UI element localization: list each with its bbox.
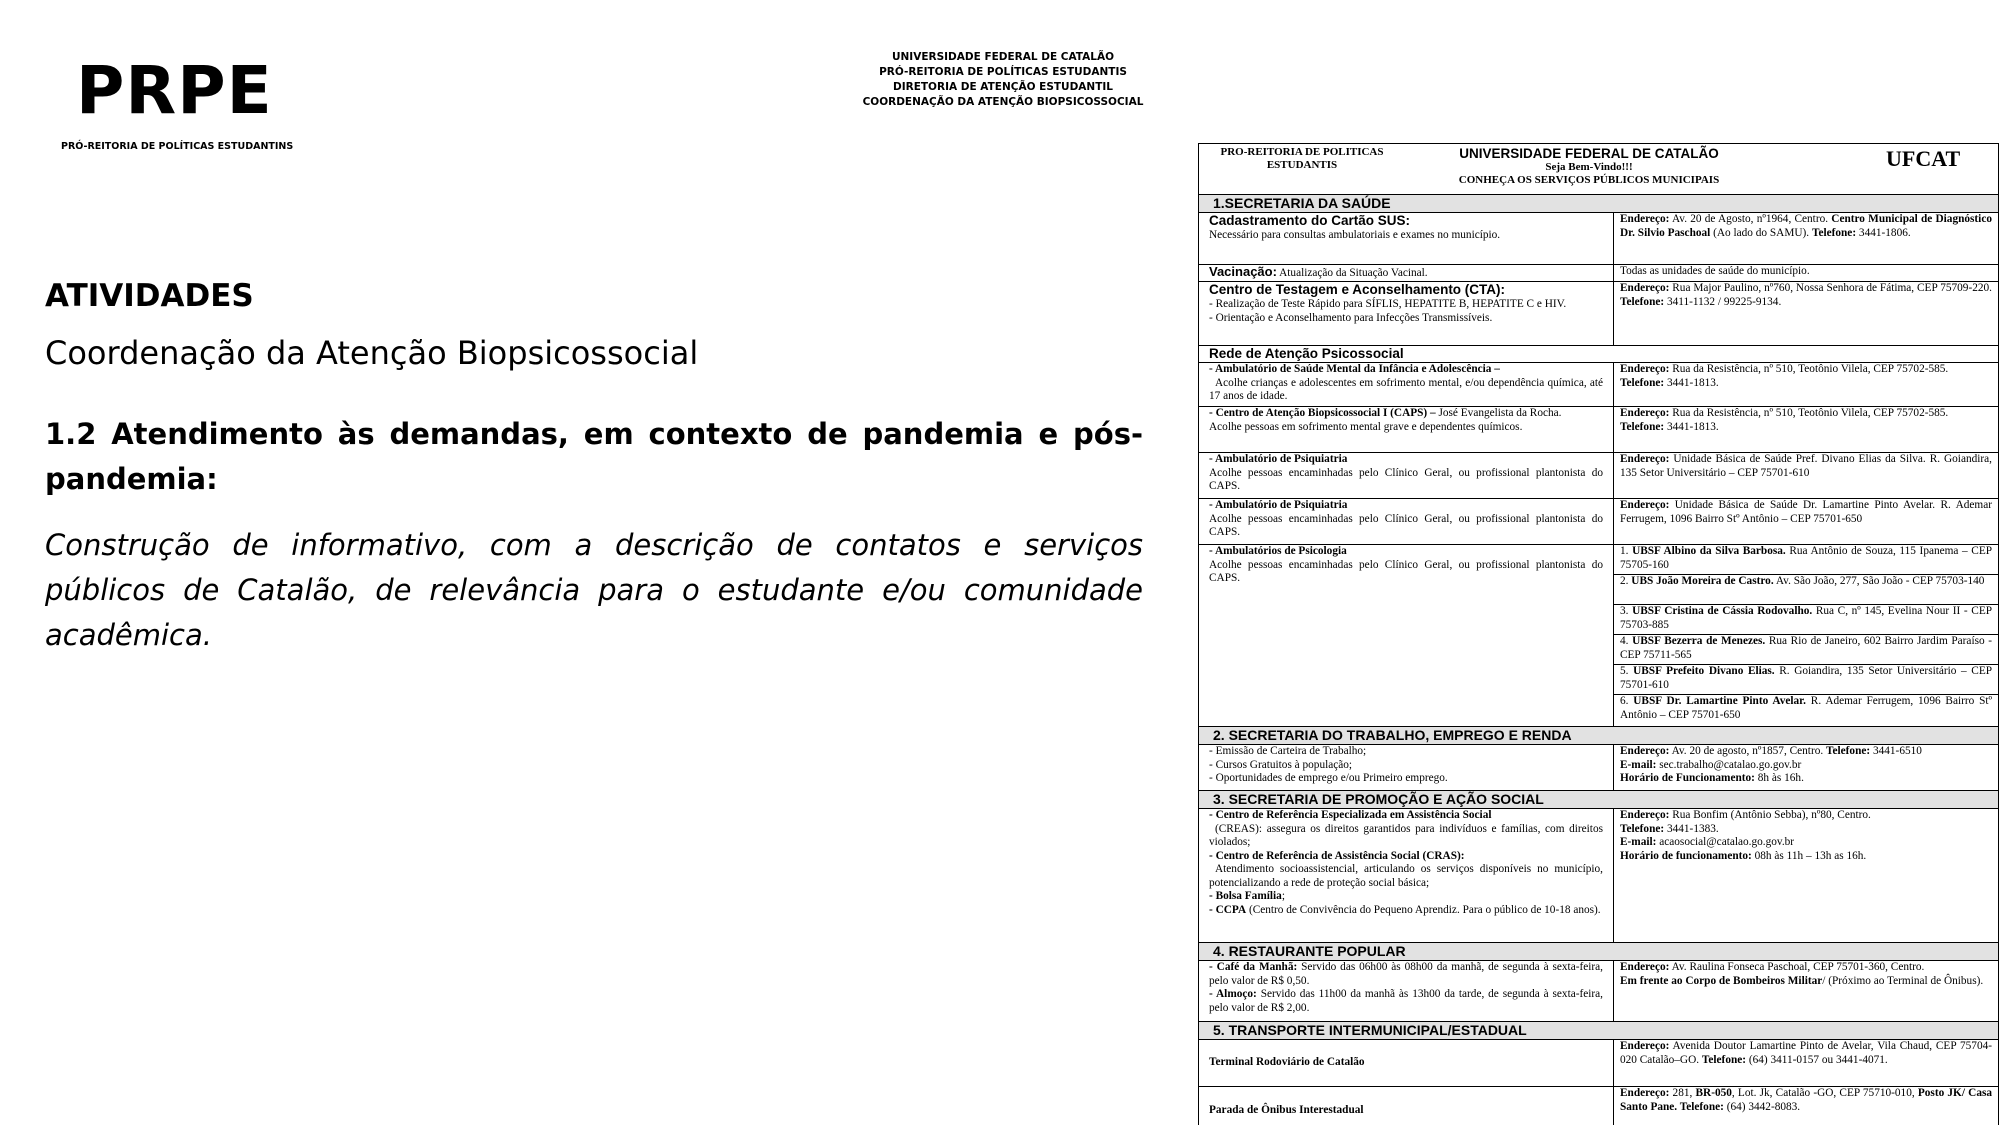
table-row [1199, 363, 1998, 407]
phone-label: Telefone: [1620, 420, 1665, 433]
service-desc: José Evangelista da Rocha. [1435, 407, 1562, 419]
address-text: Av. Raulina Fonseca Paschoal, CEP 75701-360, Centro. [1669, 961, 1925, 973]
address-text: Posto JK/ Casa Santo Pane. [1620, 1087, 1993, 1113]
prpe-logo: PRPE [76, 52, 273, 129]
service-title: - Ambulatório de Psiquiatria [1209, 453, 1348, 465]
service-desc: ; [1281, 890, 1285, 902]
email-label: E-mail: [1620, 836, 1657, 848]
sus-title: Cadastramento do Cartão SUS: [1209, 213, 1411, 228]
service-title: - Almoço: [1209, 988, 1257, 1000]
service-desc: Acolhe pessoas encaminhadas pelo Clínico Geral, ou profissional plantonista do CAPS. [1209, 558, 1603, 584]
service-desc: Servido das 06h00 às 08h00 da manhã, de segunda à sexta-feira, pelo valor de R$ 0,50. [1209, 961, 1603, 987]
service-desc: Servido das 11h00 da manhã às 13h00 da tarde, de segunda à sexta-feira, pelo valor de R$ 2,00. [1209, 988, 1603, 1014]
row-service-cell [1199, 363, 1614, 406]
service-item: - Cursos Gratuitos à população; [1209, 758, 1353, 771]
table-row [1199, 745, 1998, 791]
table-row [1199, 453, 1998, 499]
phone-label: Telefone: [1677, 1100, 1724, 1113]
row-address-cell [1614, 809, 1998, 942]
address-text: 281, [1669, 1087, 1696, 1099]
address-text: (Ao lado do SAMU). [1710, 226, 1812, 239]
ubs-address: R. Ademar Ferrugem, 1096 Bairro Stº Antônio – CEP 75701-650 [1620, 695, 1992, 721]
activities-subtitle: Coordenação da Atenção Biopsicossocial [45, 334, 699, 372]
row-service-cell [1199, 407, 1614, 452]
address-text: BR-050 [1695, 1087, 1732, 1099]
address-text: Av. 20 de Agosto, nº1964, Centro. [1669, 213, 1832, 225]
email-text: sec.trabalho@catalao.go.gov.br [1656, 758, 1802, 771]
header-line-university: UNIVERSIDADE FEDERAL DE CATALÃO [891, 51, 1115, 63]
address-text: Em frente ao Corpo de Bombeiros Militar [1620, 974, 1823, 987]
address-text: Centro Municipal de Diagnóstico Dr. Silvio Paschoal [1620, 213, 1992, 239]
section-transport-title: 5. TRANSPORTE INTERMUNICIPAL/ESTADUAL [1199, 1022, 1998, 1040]
row-address-cell [1614, 499, 1998, 544]
service-title: - Café da Manhã: [1209, 961, 1298, 973]
phone-text: 3441-1806. [1856, 226, 1911, 239]
university-header [848, 50, 1158, 110]
ubs-item [1614, 605, 1998, 635]
address-text: Rua da Resistência, nº 510, Teotônio Vilela, CEP 75702-585. [1669, 407, 1949, 419]
row-service-cell [1199, 265, 1614, 281]
rede-title: Rede de Atenção Psicossocial [1199, 346, 1998, 363]
vac-title: Vacinação: [1209, 264, 1277, 279]
ubs-number: 1. [1620, 545, 1633, 557]
row-address-cell [1614, 363, 1998, 406]
row-address-cell [1614, 1040, 1998, 1086]
prpe-logo-subtitle: PRÓ-REITORIA DE POLÍTICAS ESTUDANTINS [61, 141, 294, 152]
service-item: - Oportunidades de emprego e/ou Primeiro emprego. [1209, 772, 1448, 784]
address-label: Endereço: [1620, 1040, 1670, 1052]
section-labor-title: 2. SECRETARIA DO TRABALHO, EMPREGO E RENDA [1199, 727, 1998, 745]
ubs-item [1614, 665, 1998, 695]
hours-label: Horário de funcionamento: [1620, 849, 1752, 862]
service-desc: (CREAS): assegura os direitos garantidos para indivíduos e famílias, com direitos violados; [1209, 822, 1603, 848]
ubs-address: R. Goiandira, 135 Setor Universitário – CEP 75701-610 [1620, 665, 1993, 691]
section-health-title: 1.SECRETARIA DA SAÚDE [1199, 195, 1998, 213]
row-address-cell [1614, 213, 1998, 264]
service-desc: Acolhe pessoas em sofrimento mental grave e dependentes químicos. [1209, 420, 1523, 433]
address-text: Rua Bonfim (Antônio Sebba), nº80, Centro. [1669, 809, 1871, 821]
service-title: - Centro de Atenção Biopsicossocial I (CAPS) – [1209, 407, 1436, 419]
phone-text: 3441-6510 [1870, 745, 1922, 757]
informative-document [1198, 143, 1999, 1125]
phone-text: 3441-1813. [1664, 420, 1719, 433]
section-restaurant-title: 4. RESTAURANTE POPULAR [1199, 943, 1998, 961]
hours-label: Horário de Funcionamento: [1620, 772, 1755, 784]
ubs-number: 6. [1620, 695, 1634, 707]
vac-desc: Atualização da Situação Vacinal. [1276, 267, 1428, 279]
ubs-name: UBSF Dr. Lamartine Pinto Avelar. [1633, 695, 1806, 707]
service-desc: Atendimento socioassistencial, articulando os serviços disponíveis no município, potencializando a rede de proteção social básica; [1209, 863, 1603, 889]
table-row [1199, 407, 1998, 453]
phone-label: Telefone: [1701, 1053, 1747, 1066]
row-service-cell [1199, 453, 1614, 498]
phone-label: Telefone: [1620, 295, 1665, 308]
table-row [1199, 961, 1998, 1022]
ubs-item [1614, 635, 1998, 665]
doc-header-university: UNIVERSIDADE FEDERAL DE CATALÃO [1459, 146, 1719, 161]
phone-text: 3411-1132 / 99225-9134. [1664, 295, 1782, 308]
row-service-cell [1199, 745, 1614, 790]
ubs-address: Av. São João, 277, São João - CEP 75703-140 [1773, 575, 1985, 587]
phone-label: Telefone: [1811, 226, 1857, 239]
row-service-cell [1199, 809, 1614, 942]
doc-header-ufcat: UFCAT [1886, 146, 1961, 171]
address-text: Unidade Básica de Saúde Pref. Divano Elias da Silva. R. Goiandira, 135 Setor Universitário – CEP 75701-610 [1620, 453, 1992, 479]
header-line-coordination: COORDENAÇÃO DA ATENÇÃO BIOPSICOSSOCIAL [862, 96, 1144, 108]
address-label: Endereço: [1620, 499, 1670, 511]
email-label: E-mail: [1620, 758, 1657, 771]
address-label: Endereço: [1620, 809, 1670, 821]
ubs-number: 2. [1620, 575, 1632, 587]
row-address-cell [1614, 407, 1998, 452]
table-row [1199, 1040, 1998, 1087]
address-label: Endereço: [1620, 453, 1670, 465]
cta-desc: - Realização de Teste Rápido para SÍFLIS, HEPATITE B, HEPATITE C e HIV. [1209, 298, 1567, 310]
address-label: Endereço: [1620, 407, 1670, 419]
address-label: Endereço: [1620, 213, 1670, 225]
address-label: Endereço: [1620, 282, 1670, 294]
sus-desc: Necessário para consultas ambulatoriais e exames no município. [1209, 229, 1501, 241]
service-desc: (Centro de Convivência do Pequeno Aprendiz. Para o público de 10-18 anos). [1246, 903, 1601, 916]
phone-label: Telefone: [1826, 745, 1871, 757]
row-service-cell [1199, 213, 1614, 264]
activities-title: ATIVIDADES [45, 278, 254, 314]
table-row [1199, 545, 1998, 727]
phone-text: 3441-1813. [1664, 376, 1719, 389]
address-label: Endereço: [1620, 745, 1670, 757]
ubs-item [1614, 575, 1998, 605]
ubs-item [1614, 695, 1998, 722]
address-text: Rua Major Paulino, nº760, Nossa Senhora de Fátima, CEP 75709-220. [1669, 282, 1992, 294]
service-title: - Centro de Referência de Assistência Social (CRAS): [1209, 849, 1465, 862]
row-address-cell [1614, 745, 1998, 790]
phone-label: Telefone: [1620, 822, 1665, 835]
service-desc: Acolhe pessoas encaminhadas pelo Clínico Geral, ou profissional plantonista do CAPS. [1209, 512, 1603, 538]
header-line-directorate: DIRETORIA DE ATENÇÃO ESTUDANTIL [893, 81, 1113, 93]
table-row [1199, 809, 1998, 943]
service-item: - Emissão de Carteira de Trabalho; [1209, 745, 1367, 757]
email-text: acaosocial@catalao.go.gov.br [1656, 836, 1795, 848]
row-service-cell [1199, 499, 1614, 544]
address-label: Endereço: [1620, 961, 1670, 973]
service-desc: Acolhe crianças e adolescentes em sofrimento mental, e/ou dependência química, até 17 anos de idade. [1209, 376, 1603, 402]
ubs-name: UBSF Bezerra de Menezes. [1632, 635, 1766, 647]
row-address-cell [1614, 282, 1998, 345]
ubs-address: Rua C, nº 145, Evelina Nour II - CEP 75703-885 [1620, 605, 1993, 631]
phone-text: (64) 3442-8083. [1723, 1100, 1801, 1113]
service-title: - Ambulatório de Psiquiatria [1209, 499, 1348, 511]
header-line-pro-rectory: PRÓ-REITORIA DE POLÍTICAS ESTUDANTIS [879, 66, 1127, 78]
address-text: Avenida Doutor Lamartine Pinto de Avelar, Vila Chaud, CEP 75704-020 Catalão–GO. [1620, 1040, 1992, 1066]
ubs-number: 5. [1620, 665, 1634, 677]
ubs-number: 4. [1620, 635, 1633, 647]
doc-header-welcome: Seja Bem-Vindo!!! [1545, 161, 1633, 173]
address-text: , Lot. Jk, Catalão -GO, CEP 75710-010, [1731, 1087, 1918, 1099]
phone-text: (64) 3411-0157 ou 3441-4071. [1746, 1053, 1888, 1066]
hours-text: 8h às 16h. [1754, 772, 1804, 784]
ubs-item [1614, 545, 1998, 575]
ubs-list [1614, 545, 1998, 726]
address-text: / (Próximo ao Terminal de Ônibus). [1822, 974, 1984, 987]
bus-stop-name: Parada de Ônibus Interestadual [1199, 1087, 1614, 1125]
doc-header-left-line: ESTUDANTIS [1266, 159, 1338, 171]
ubs-name: UBSF Cristina de Cássia Rodovalho. [1632, 605, 1813, 617]
service-title: - Bolsa Família [1209, 890, 1282, 902]
vac-addr: Todas as unidades de saúde do município. [1620, 265, 1810, 277]
ubs-name: UBSF Prefeito Divano Elias. [1633, 665, 1775, 677]
address-text: Rua da Resistência, nº 510, Teotônio Vilela, CEP 75702-585. [1669, 363, 1949, 375]
row-address-cell [1614, 961, 1998, 1021]
item-heading: 1.2 Atendimento às demandas, em contexto de pandemia e pós-pandemia: [45, 417, 1143, 496]
address-label: Endereço: [1620, 363, 1670, 375]
doc-header-center [1429, 146, 1749, 187]
ubs-number: 3. [1620, 605, 1633, 617]
terminal-name: Terminal Rodoviário de Catalão [1199, 1040, 1614, 1086]
address-text: Unidade Básica de Saúde Dr. Lamartine Pinto Avelar. R. Ademar Ferrugem, 1096 Bairro Stº Antônio – CEP 75701-650 [1620, 499, 1992, 525]
cta-desc: - Orientação e Aconselhamento para Infecções Transmissíveis. [1209, 311, 1493, 324]
ubs-address: Rua Rio de Janeiro, 602 Bairro Jardim Paraíso - CEP 75711-565 [1620, 635, 1993, 661]
service-title: - Ambulatórios de Psicologia [1209, 545, 1347, 557]
row-service-cell [1199, 961, 1614, 1021]
table-row [1199, 265, 1998, 282]
doc-header-left [1207, 146, 1397, 172]
service-title: - Centro de Referência Especializada em Assistência Social [1209, 809, 1492, 821]
section-social-title: 3. SECRETARIA DE PROMOÇÃO E AÇÃO SOCIAL [1199, 791, 1998, 809]
service-desc: Acolhe pessoas encaminhadas pelo Clínico Geral, ou profissional plantonista do CAPS. [1209, 466, 1603, 492]
phone-text: 3441-1383. [1664, 822, 1719, 835]
activities-content [45, 278, 1143, 658]
table-row [1199, 499, 1998, 545]
service-title: - Ambulatório de Saúde Mental da Infância e Adolescência – [1209, 363, 1500, 375]
row-service-cell [1199, 545, 1614, 726]
hours-text: 08h às 11h – 13h as 16h. [1751, 849, 1867, 862]
table-row [1199, 213, 1998, 265]
table-row [1199, 1087, 1998, 1125]
ubs-name: UBS João Moreira de Castro. [1631, 575, 1774, 587]
row-address-cell [1614, 453, 1998, 498]
service-title: - CCPA [1209, 903, 1247, 916]
row-address-cell [1614, 1087, 1998, 1125]
doc-header-left-line: PRO-REITORIA DE POLITICAS [1220, 146, 1384, 158]
cta-title: Centro de Testagem e Aconselhamento (CTA): [1209, 282, 1506, 297]
address-text: Av. 20 de agosto, nº1857, Centro. [1669, 745, 1826, 757]
ubs-name: UBSF Albino da Silva Barbosa. [1632, 545, 1786, 557]
address-label: Endereço: [1620, 1087, 1670, 1099]
doc-header-services: CONHEÇA OS SERVIÇOS PÚBLICOS MUNICIPAIS [1458, 174, 1720, 186]
doc-header [1199, 144, 1998, 195]
item-description: Construção de informativo, com a descrição de contatos e serviços públicos de Catalão, de relevância para o estudante e/ou comunidade acadêmica. [45, 528, 1143, 652]
table-row [1199, 282, 1998, 346]
phone-label: Telefone: [1620, 376, 1665, 389]
ubs-address: Rua Antônio de Souza, 115 Ipanema – CEP 75705-160 [1620, 545, 1993, 571]
row-service-cell [1199, 282, 1614, 345]
